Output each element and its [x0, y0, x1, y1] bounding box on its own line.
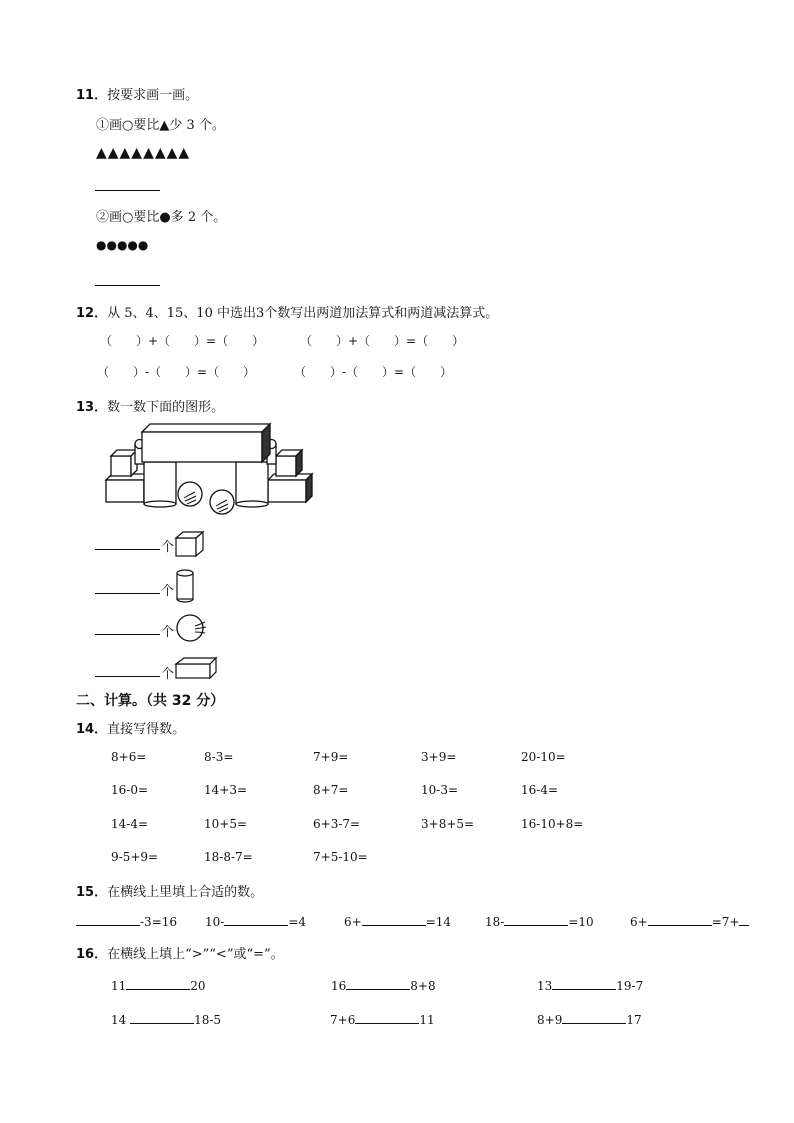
compare-item: 16 8+8	[331, 979, 436, 993]
cube-icon	[174, 530, 206, 558]
triangle-row: ▲▲▲▲▲▲▲▲	[96, 145, 191, 161]
fill-blank[interactable]	[224, 913, 288, 926]
question-11-sub1: ①画○要比▲少 3 个。	[96, 118, 225, 133]
math-problem[interactable]: 20-10=	[521, 750, 566, 764]
question-12-title: 12．从 5、4、15、10 中选出3个数写出两道加法算式和两道减法算式。	[76, 306, 499, 321]
compare-blank[interactable]	[562, 1011, 626, 1024]
compare-blank[interactable]	[130, 1011, 194, 1024]
cylinder-icon	[174, 568, 198, 604]
compare-blank[interactable]	[346, 977, 410, 990]
fill-item-4: 18- =10	[485, 915, 594, 929]
fill-blank[interactable]	[76, 913, 140, 926]
addition-equation-2[interactable]: （ ）+（ ）=（ ）	[300, 334, 465, 348]
block-structure-figure	[104, 420, 316, 520]
compare-item: 14 18-5	[111, 1013, 222, 1027]
math-problem[interactable]: 9-5+9=	[111, 850, 159, 864]
compare-blank[interactable]	[355, 1011, 419, 1024]
fill-blank[interactable]	[504, 913, 568, 926]
fill-item-3: 6+ =14	[344, 915, 452, 929]
sphere-count-blank[interactable]	[95, 634, 160, 635]
addition-equation-1[interactable]: （ ）+（ ）=（ ）	[100, 334, 265, 348]
unit-label: 个	[161, 625, 175, 640]
question-13-title: 13．数一数下面的图形。	[76, 400, 225, 415]
compare-item: 11 20	[111, 979, 206, 993]
unit-label: 个	[161, 584, 175, 599]
fill-item-5: 6+ =7+	[630, 913, 749, 929]
cuboid-count-blank[interactable]	[95, 676, 160, 677]
dot-row: ●●●●●	[96, 238, 149, 252]
answer-line-2[interactable]	[95, 285, 160, 286]
math-problem[interactable]: 7+5-10=	[313, 850, 368, 864]
math-problem[interactable]: 16-4=	[521, 783, 559, 797]
question-11-title: 11．按要求画一画。	[76, 88, 199, 103]
math-problem[interactable]: 14+3=	[204, 783, 248, 797]
fill-item-2: 10- =4	[205, 915, 307, 929]
math-problem[interactable]: 14-4=	[111, 817, 149, 831]
math-problem[interactable]: 3+8+5=	[421, 817, 475, 831]
math-problem[interactable]: 6+3-7=	[313, 817, 361, 831]
cube-count-blank[interactable]	[95, 549, 160, 550]
answer-line-1[interactable]	[95, 190, 160, 191]
fill-blank[interactable]	[739, 913, 749, 926]
question-14-title: 14．直接写得数。	[76, 722, 186, 737]
question-11-sub2: ②画○要比●多 2 个。	[96, 210, 227, 225]
math-problem[interactable]: 8+7=	[313, 783, 349, 797]
math-problem[interactable]: 3+9=	[421, 750, 457, 764]
math-problem[interactable]: 8+6=	[111, 750, 147, 764]
subtraction-equation-1[interactable]: （ ）-（ ）=（ ）	[97, 365, 256, 379]
question-15-title: 15．在横线上里填上合适的数。	[76, 885, 264, 900]
math-problem[interactable]: 10+5=	[204, 817, 248, 831]
math-problem[interactable]: 7+9=	[313, 750, 349, 764]
math-problem[interactable]: 16-0=	[111, 783, 149, 797]
math-problem[interactable]: 8-3=	[204, 750, 234, 764]
question-16-title: 16．在横线上填上“>”“<”或“=”。	[76, 947, 284, 962]
fill-blank[interactable]	[648, 913, 712, 926]
cylinder-count-blank[interactable]	[95, 593, 160, 594]
unit-label: 个	[161, 540, 175, 555]
compare-item: 8+9 17	[537, 1013, 642, 1027]
math-problem[interactable]: 18-8-7=	[204, 850, 253, 864]
section-heading: 二、计算。（共 32 分）	[76, 693, 225, 709]
unit-label: 个	[161, 667, 175, 682]
compare-blank[interactable]	[126, 977, 190, 990]
fill-blank[interactable]	[362, 913, 426, 926]
math-problem[interactable]: 10-3=	[421, 783, 459, 797]
sphere-icon	[175, 612, 209, 644]
compare-item: 13 19-7	[537, 979, 644, 993]
compare-item: 7+6 11	[330, 1013, 435, 1027]
subtraction-equation-2[interactable]: （ ）-（ ）=（ ）	[294, 365, 453, 379]
compare-blank[interactable]	[552, 977, 616, 990]
fill-item-1: -3=16	[76, 913, 177, 929]
cuboid-icon	[174, 656, 220, 682]
math-problem[interactable]: 16-10+8=	[521, 817, 584, 831]
